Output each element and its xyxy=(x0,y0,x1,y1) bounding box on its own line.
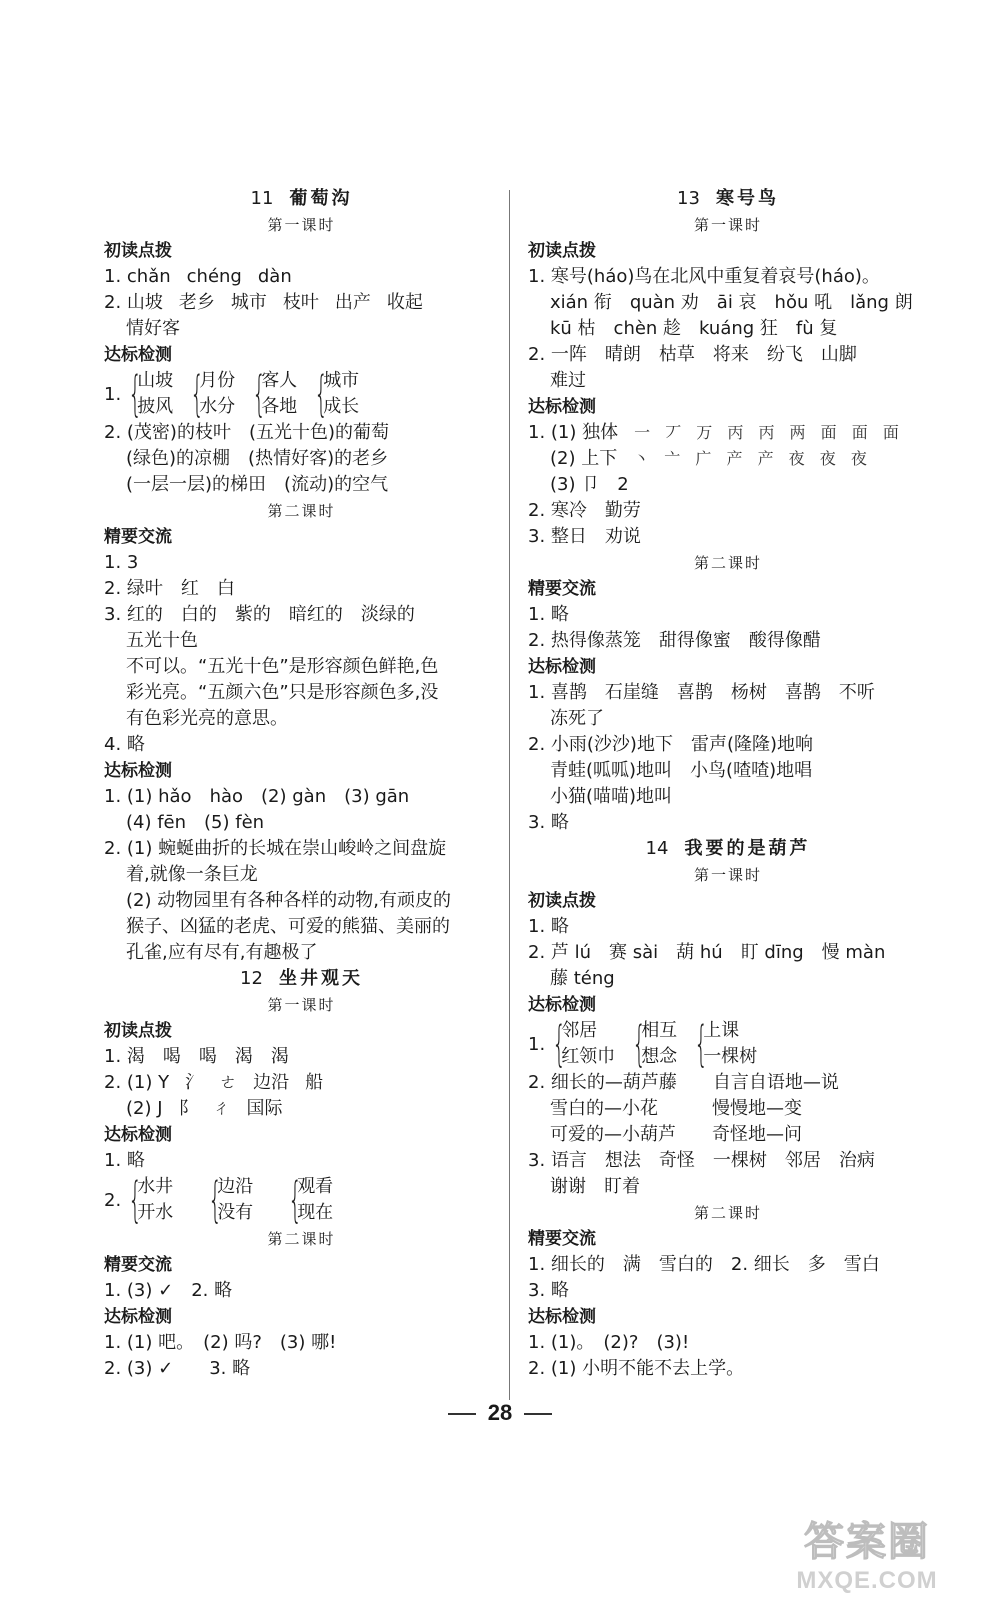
answer-line: 1. 细长的 满 雪白的 2. 细长 多 雪白 xyxy=(528,1254,880,1275)
answer-line: 1. 略 xyxy=(528,916,569,937)
section-heading: 达标检测 xyxy=(528,397,596,417)
answer-line: 1. 喜鹊 石崖缝 喜鹊 杨树 喜鹊 不听 xyxy=(528,682,875,703)
answer-line: (2) 动物园里有各种各样的动物,有顽皮的 xyxy=(126,890,451,911)
answer-line: 彩光亮。“五颜六色”只是形容颜色多,没 xyxy=(126,682,439,703)
word-group: { 月份 水分 xyxy=(190,366,236,422)
section-heading: 初读点拨 xyxy=(528,241,596,261)
answer-line: 不可以。“五光十色”是形容颜色鲜艳,色 xyxy=(126,656,439,677)
section-heading: 精要交流 xyxy=(528,579,596,599)
answer-line: xián 衔 quàn 劝 āi 哀 hǒu 吼 lǎng 朗 xyxy=(550,292,913,313)
word-group: { 邻居 红领巾 xyxy=(552,1016,616,1072)
section-heading: 精要交流 xyxy=(104,1255,172,1275)
watermark xyxy=(762,1510,972,1595)
section-heading: 达标检测 xyxy=(528,1307,596,1327)
answer-line: 2. 芦 lú 赛 sài 葫 hú 盯 dīng 慢 màn xyxy=(528,942,886,963)
answer-line: 可爱的—小葫芦 奇怪地—问 xyxy=(550,1124,802,1145)
lesson-12-period-2: 第二课时 xyxy=(267,1230,336,1248)
section-heading: 达标检测 xyxy=(528,657,596,677)
page-number: 28 xyxy=(0,1400,1000,1426)
answer-line: 1. (1) 独体 一 丆 万 丙 丙 两 面 面 面 xyxy=(528,422,904,443)
answer-line: 情好客 xyxy=(126,318,180,339)
answer-line: 2. 山坡 老乡 城市 枝叶 出产 收起 xyxy=(104,292,423,313)
answer-line: 1. 渴 喝 喝 渴 渴 xyxy=(104,1046,289,1067)
answer-line: 有色彩光亮的意思。 xyxy=(126,708,288,729)
answer-line: 雪白的—小花 慢慢地—变 xyxy=(550,1098,802,1119)
answer-line: 2. 一阵 晴朗 枯草 将来 纷飞 山脚 xyxy=(528,344,857,365)
answer-line: 3. 略 xyxy=(528,812,569,833)
word-group: { 水井 开水 xyxy=(128,1172,174,1228)
answer-line: 1. (3) ✓ 2. 略 xyxy=(104,1280,233,1301)
answer-line: 2. 绿叶 红 白 xyxy=(104,578,235,599)
answer-line: (3) 卩 2 xyxy=(550,474,629,495)
section-heading: 初读点拨 xyxy=(104,1021,172,1041)
watermark-site: MXQE.COM xyxy=(796,1567,938,1594)
lesson-12-period-1: 第一课时 xyxy=(267,996,336,1014)
section-heading: 达标检测 xyxy=(528,995,596,1015)
answer-line: 1. 略 xyxy=(528,604,569,625)
word-group: { 山坡 披风 xyxy=(128,366,174,422)
section-heading: 达标检测 xyxy=(104,1125,172,1145)
answer-line: 冻死了 xyxy=(550,708,604,729)
section-heading: 初读点拨 xyxy=(528,891,596,911)
lesson-14-period-1: 第一课时 xyxy=(693,866,762,884)
answer-line: 着,就像一条巨龙 xyxy=(126,864,258,885)
answer-line: 猴子、凶猛的老虎、可爱的熊猫、美丽的 xyxy=(126,916,450,937)
lesson-13-period-1: 第一课时 xyxy=(693,216,762,234)
column-divider xyxy=(509,190,510,1400)
answer-line: 3. 略 xyxy=(528,1280,569,1301)
answer-line: 难过 xyxy=(550,370,586,391)
section-heading: 达标检测 xyxy=(104,345,172,365)
answer-line: (2) J 阝 ㄔ 国际 xyxy=(126,1098,283,1119)
answer-line: 2. 小雨(沙沙)地下 雷声(隆隆)地响 xyxy=(528,734,813,755)
answer-line: (4) fēn (5) fèn xyxy=(126,812,265,833)
answer-line: (2) 上下 丶 亠 广 产 产 夜 夜 夜 xyxy=(550,448,872,469)
stroke-order: 丶 亠 广 产 产 夜 夜 夜 xyxy=(633,449,872,468)
answer-line: 五光十色 xyxy=(126,630,198,651)
right-column xyxy=(528,186,928,1382)
answer-line: 小猫(喵喵)地叫 xyxy=(550,786,673,807)
answer-line: 2. (茂密)的枝叶 (五光十色)的葡萄 xyxy=(104,422,389,443)
answer-line: 1. 略 xyxy=(104,1150,145,1171)
answer-line: 2. (1) 蜿蜒曲折的长城在崇山峻岭之间盘旋 xyxy=(104,838,447,859)
answer-line: 1. 3 xyxy=(104,552,139,573)
answer-line: 2. 寒冷 勤劳 xyxy=(528,500,641,521)
answer-line: 1. chǎn chéng dàn xyxy=(104,266,292,287)
answer-line: 2. (1) Y 氵 ㄜ 边沿 船 xyxy=(104,1072,324,1093)
brace-word-groups: 2. { 水井 开水 { 边沿 没有 { 观看 现在 xyxy=(104,1172,334,1228)
watermark-logo: 答案圈 xyxy=(804,1520,930,1564)
lesson-13-title: 13 寒号鸟 xyxy=(677,188,779,209)
answer-line: 4. 略 xyxy=(104,734,145,755)
brace-word-groups: 1. { 山坡 披风 { 月份 水分 { 客人 各地 { 城市 成长 xyxy=(104,366,360,422)
word-group: { 城市 成长 xyxy=(314,366,360,422)
answer-line: 孔雀,应有尽有,有趣极了 xyxy=(126,942,318,963)
lesson-13-period-2: 第二课时 xyxy=(693,554,762,572)
lesson-14-title: 14 我要的是葫芦 xyxy=(645,838,811,859)
answer-line: 谢谢 盯着 xyxy=(550,1176,640,1197)
answer-line: 3. 红的 白的 紫的 暗红的 淡绿的 xyxy=(104,604,415,625)
brace-word-groups: 1. { 邻居 红领巾 { 相互 想念 { 上课 一棵树 xyxy=(528,1016,758,1072)
answer-line: 2. 细长的—葫芦藤 自言自语地—说 xyxy=(528,1072,839,1093)
lesson-14-period-2: 第二课时 xyxy=(693,1204,762,1222)
answer-line: 藤 téng xyxy=(550,968,615,989)
word-group: { 客人 各地 xyxy=(252,366,298,422)
answer-line: 1. (1)。 (2)? (3)! xyxy=(528,1332,690,1353)
section-heading: 初读点拨 xyxy=(104,241,172,261)
section-heading: 精要交流 xyxy=(104,527,172,547)
lesson-11-period-2: 第二课时 xyxy=(267,502,336,520)
lesson-12-title: 12 坐井观天 xyxy=(240,968,363,989)
answer-line: (一层一层)的梯田 (流动)的空气 xyxy=(126,474,389,495)
answer-line: 1. 寒号(háo)鸟在北风中重复着哀号(háo)。 xyxy=(528,266,880,287)
section-heading: 达标检测 xyxy=(104,761,172,781)
answer-line: 2. (3) ✓ 3. 略 xyxy=(104,1358,251,1379)
word-group: { 观看 现在 xyxy=(288,1172,334,1228)
word-group: { 上课 一棵树 xyxy=(694,1016,758,1072)
answer-line: 2. 热得像蒸笼 甜得像蜜 酸得像醋 xyxy=(528,630,821,651)
answer-line: 3. 语言 想法 奇怪 一棵树 邻居 治病 xyxy=(528,1150,875,1171)
left-column xyxy=(104,186,499,1382)
section-heading: 精要交流 xyxy=(528,1229,596,1249)
stroke-order: 一 丆 万 丙 丙 两 面 面 面 xyxy=(634,423,904,442)
answer-line: (绿色)的凉棚 (热情好客)的老乡 xyxy=(126,448,389,469)
lesson-11-title: 11 葡萄沟 xyxy=(250,188,353,209)
answer-line: 1. (1) 吧。 (2) 吗? (3) 哪! xyxy=(104,1332,337,1353)
section-heading: 达标检测 xyxy=(104,1307,172,1327)
answer-line: kū 枯 chèn 趁 kuáng 狂 fù 复 xyxy=(550,318,838,339)
answer-line: 青蛙(呱呱)地叫 小鸟(喳喳)地唱 xyxy=(550,760,813,781)
answer-line: 3. 整日 劝说 xyxy=(528,526,641,547)
answer-line: 1. (1) hǎo hào (2) gàn (3) gān xyxy=(104,786,410,807)
lesson-11-period-1: 第一课时 xyxy=(267,216,336,234)
answer-line: 2. (1) 小明不能不去上学。 xyxy=(528,1358,745,1379)
word-group: { 边沿 没有 xyxy=(208,1172,254,1228)
word-group: { 相互 想念 xyxy=(632,1016,678,1072)
